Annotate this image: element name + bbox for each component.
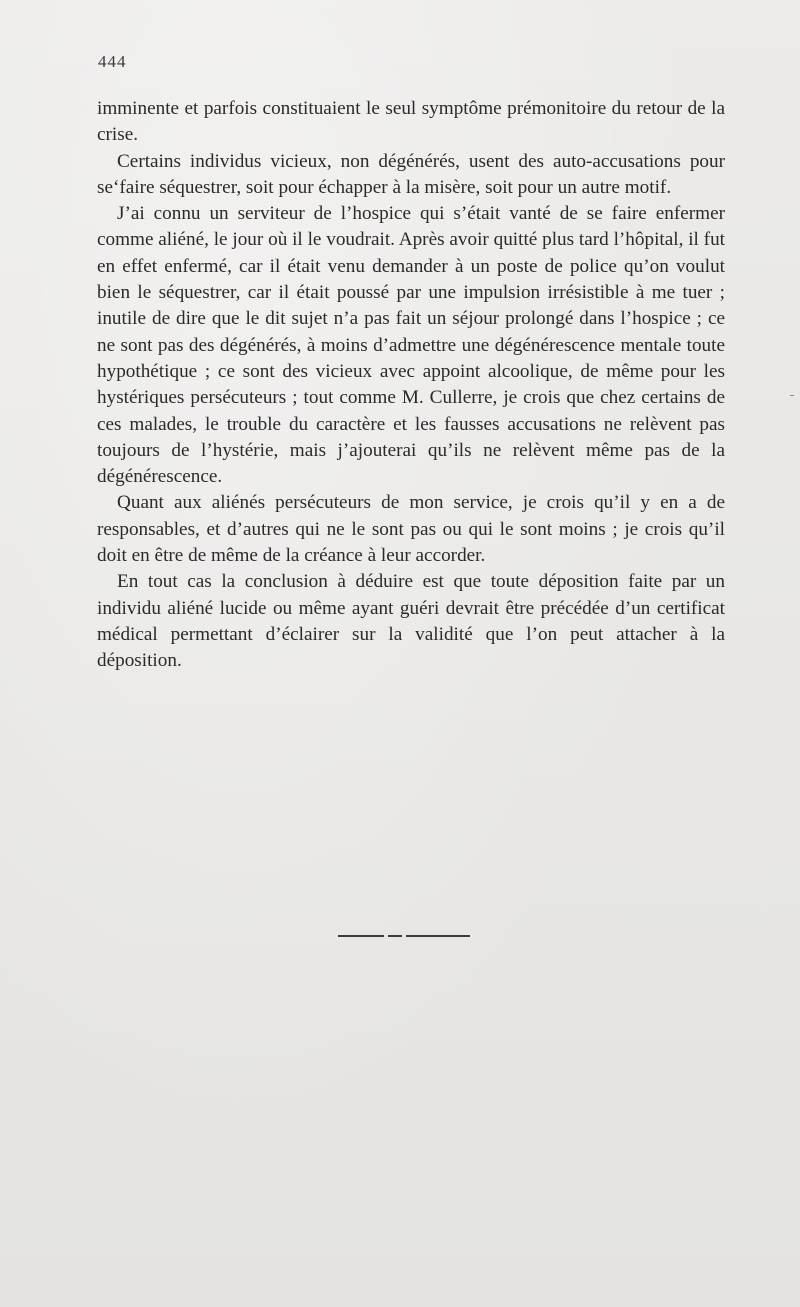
- paragraph-4: Quant aux aliénés persécuteurs de mon service, je crois qu’il y en a de responsables, et d’autres qui ne le sont pas ou qui le sont moins ; je crois qu’il doit en être de même de la créance à leur accorder.: [97, 492, 725, 567]
- paragraph-1: imminente et parfois constituaient le seul symptôme prémonitoire du retour de la crise.: [97, 98, 725, 146]
- scan-mark: [790, 395, 794, 396]
- paragraph-2: Certains individus vicieux, non dégénérés, usent des auto-accusations pour seʻfaire séquestrer, soit pour échapper à la misère, soit pour un autre motif.: [97, 150, 725, 198]
- paragraph-3: J’ai connu un serviteur de l’hospice qui s’était vanté de se faire enfermer comme aliéné, le jour où il le voudrait. Après avoir quitté plus tard l’hôpital, il fut en effet enfermé, car il était venu demander à un poste de police qu’on voulut bien le séquestrer, car il était poussé par une impulsion irrésistible à me tuer ; inutile de dire que le dit sujet n’a pas fait un séjour prolongé dans l’hospice ; ce ne sont pas des dégénérés, à moins d’admettre une dégénérescence mentale toute hypothétique ; ce sont des vicieux avec appoint alcoolique, de même pour les hystériques persécuteurs ; tout comme M. Cullerre, je crois que chez certains de ces malades, le trouble du caractère et les fausses accusations ne relèvent pas toujours de l’hystérie, mais j’ajouterai qu’ils ne relèvent même pas de la dégénérescence.: [97, 203, 725, 488]
- paragraph-5: En tout cas la conclusion à déduire est que toute déposition faite par un individu aliéné lucide ou même ayant guéri devrait être précédée d’un certificat médical permettant d’éclairer sur la validité que l’on peut attacher à la déposition.: [97, 571, 725, 672]
- end-ornament: [338, 932, 470, 940]
- ornament-rule-left: [338, 935, 384, 937]
- ornament-rule-right: [406, 935, 470, 937]
- ornament-rule-center: [388, 935, 402, 937]
- body-text: [97, 96, 725, 675]
- page-number: 444: [98, 52, 127, 71]
